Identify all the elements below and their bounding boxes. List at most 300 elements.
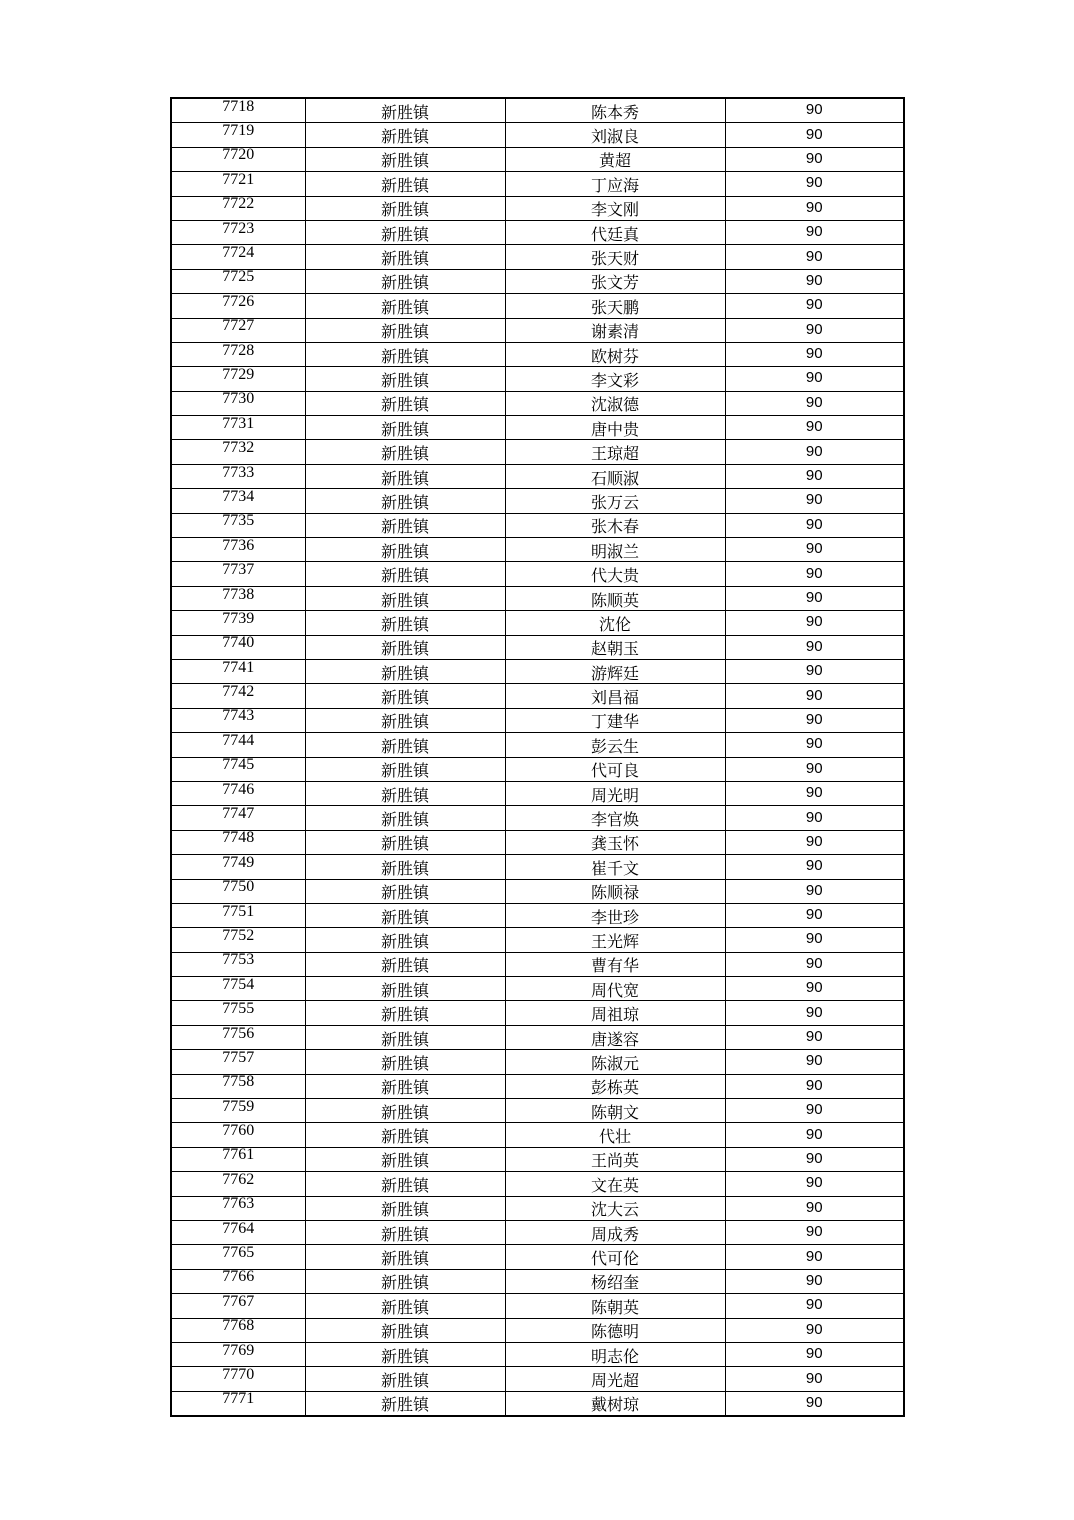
town-cell-text: 新胜镇 <box>380 980 429 1000</box>
person-name-cell-text: 陈淑元 <box>590 1053 639 1073</box>
person-name-cell-text: 周成秀 <box>590 1224 639 1244</box>
score-cell <box>725 220 904 244</box>
score-cell <box>725 1294 904 1318</box>
record-number-cell <box>171 1123 305 1147</box>
score-cell-text: 90 <box>805 149 823 167</box>
town-cell-text: 新胜镇 <box>380 1102 429 1122</box>
town-cell-text: 新胜镇 <box>380 663 429 683</box>
score-cell-text: 90 <box>805 345 823 363</box>
score-cell-text: 90 <box>805 589 823 606</box>
person-name-cell <box>505 903 725 927</box>
town-cell-text: 新胜镇 <box>380 1297 429 1317</box>
record-number-cell-text: 7749 <box>222 854 255 871</box>
score-cell-text: 90 <box>805 369 823 387</box>
town-cell <box>305 1050 505 1074</box>
town-cell-text: 新胜镇 <box>380 688 429 708</box>
score-cell-text: 90 <box>805 1125 823 1143</box>
person-name-cell-text: 张天财 <box>590 249 639 269</box>
person-name-cell <box>505 586 725 610</box>
person-name-cell <box>505 513 725 537</box>
record-number-cell-text: 7736 <box>222 537 255 554</box>
table-row <box>171 98 904 123</box>
score-cell-text: 90 <box>805 1223 823 1241</box>
table-row <box>171 659 904 683</box>
town-cell <box>305 1099 505 1123</box>
town-cell <box>305 489 505 513</box>
town-cell <box>305 342 505 366</box>
record-number-cell <box>171 635 305 659</box>
table-row <box>171 879 904 903</box>
town-cell-text: 新胜镇 <box>380 858 429 878</box>
town-cell <box>305 1147 505 1171</box>
record-number-cell-text: 7763 <box>222 1196 255 1213</box>
town-cell-text: 新胜镇 <box>380 1273 429 1293</box>
record-number-cell <box>171 1294 305 1318</box>
record-number-cell <box>171 1391 305 1416</box>
person-name-cell-text: 代可伦 <box>590 1249 639 1269</box>
score-cell-text: 90 <box>805 515 823 533</box>
table-row <box>171 123 904 147</box>
person-name-cell-text: 陈德明 <box>590 1322 639 1342</box>
table-row <box>171 635 904 659</box>
person-name-cell <box>505 464 725 488</box>
town-cell <box>305 538 505 562</box>
town-cell <box>305 1025 505 1049</box>
record-number-cell-text: 7752 <box>222 927 255 944</box>
table-row <box>171 977 904 1001</box>
table-row <box>171 1245 904 1269</box>
score-cell-text: 90 <box>805 808 823 826</box>
table-row <box>171 562 904 586</box>
person-name-cell-text: 戴树琼 <box>590 1395 639 1415</box>
person-name-cell <box>505 294 725 318</box>
record-number-cell <box>171 1342 305 1366</box>
score-cell <box>725 733 904 757</box>
town-cell-text: 新胜镇 <box>380 127 429 147</box>
record-number-cell <box>171 1147 305 1171</box>
person-name-cell-text: 代可良 <box>590 761 639 781</box>
person-name-cell-text: 王光辉 <box>590 931 639 951</box>
record-number-cell-text: 7740 <box>222 635 255 652</box>
score-cell <box>725 757 904 781</box>
table-row <box>171 416 904 440</box>
score-cell <box>725 294 904 318</box>
person-name-cell-text: 李世珍 <box>590 907 639 927</box>
score-cell-text: 90 <box>805 101 823 119</box>
person-name-cell <box>505 806 725 830</box>
person-name-cell-text: 刘昌福 <box>590 688 639 708</box>
score-cell-text: 90 <box>805 418 823 436</box>
person-name-cell <box>505 1050 725 1074</box>
person-name-cell <box>505 781 725 805</box>
person-name-cell-text: 沈伦 <box>598 614 631 634</box>
town-cell-text: 新胜镇 <box>380 1371 429 1390</box>
score-cell-text: 90 <box>805 223 823 241</box>
town-cell <box>305 1318 505 1342</box>
table-row <box>171 318 904 342</box>
score-cell-text: 90 <box>805 442 823 460</box>
record-number-cell-text: 7743 <box>222 708 255 725</box>
score-cell <box>725 1099 904 1123</box>
person-name-cell <box>505 830 725 854</box>
table-row <box>171 1147 904 1171</box>
table-row <box>171 1074 904 1098</box>
score-cell <box>725 1196 904 1220</box>
record-number-cell-text: 7762 <box>222 1171 255 1188</box>
score-cell <box>725 977 904 1001</box>
record-number-cell <box>171 1001 305 1025</box>
table-row <box>171 513 904 537</box>
score-cell <box>725 806 904 830</box>
table-row <box>171 172 904 196</box>
record-number-cell-text: 7748 <box>222 830 255 847</box>
score-cell-text: 90 <box>805 1247 823 1265</box>
score-cell-text: 90 <box>805 1076 823 1094</box>
table-row <box>171 1172 904 1196</box>
table-row <box>171 1342 904 1366</box>
town-cell-text: 新胜镇 <box>380 639 429 659</box>
record-number-cell <box>171 781 305 805</box>
town-cell-text: 新胜镇 <box>380 1346 429 1366</box>
table-row <box>171 806 904 830</box>
score-cell <box>725 586 904 610</box>
person-name-cell <box>505 318 725 342</box>
score-cell-text: 90 <box>805 491 823 509</box>
town-cell-text: 新胜镇 <box>380 1175 429 1195</box>
record-number-cell <box>171 1269 305 1293</box>
record-number-cell-text: 7720 <box>222 147 255 164</box>
score-cell <box>725 123 904 147</box>
person-name-cell-text: 明淑兰 <box>590 541 639 561</box>
record-number-cell <box>171 1099 305 1123</box>
score-cell <box>725 342 904 366</box>
town-cell <box>305 855 505 879</box>
person-name-cell <box>505 1367 725 1391</box>
town-cell-text: 新胜镇 <box>380 444 429 464</box>
person-name-cell-text: 周代宽 <box>590 980 639 1000</box>
person-name-cell-text: 龚玉怀 <box>590 834 639 854</box>
town-cell-text: 新胜镇 <box>380 590 429 610</box>
town-cell-text: 新胜镇 <box>380 712 429 732</box>
town-cell-text: 新胜镇 <box>380 1053 429 1073</box>
score-cell-text: 90 <box>805 881 823 899</box>
person-name-cell <box>505 1074 725 1098</box>
record-number-cell-text: 7730 <box>222 391 255 408</box>
town-cell <box>305 513 505 537</box>
table-row <box>171 611 904 635</box>
record-number-cell <box>171 830 305 854</box>
score-cell-text: 90 <box>805 662 823 680</box>
record-number-cell <box>171 855 305 879</box>
score-cell-text: 90 <box>805 1271 823 1289</box>
table-row <box>171 391 904 415</box>
town-cell <box>305 1245 505 1269</box>
town-cell-text: 新胜镇 <box>380 200 429 220</box>
score-cell <box>725 1074 904 1098</box>
person-name-cell-text: 唐遂容 <box>590 1029 639 1049</box>
record-number-cell-text: 7724 <box>222 244 255 262</box>
score-cell-text: 90 <box>805 564 823 582</box>
town-cell-text: 新胜镇 <box>380 468 429 488</box>
record-number-cell <box>171 708 305 732</box>
person-name-cell <box>505 1245 725 1269</box>
person-name-cell <box>505 220 725 244</box>
person-name-cell-text: 文在英 <box>590 1175 639 1195</box>
town-cell <box>305 806 505 830</box>
table-row <box>171 903 904 927</box>
town-cell <box>305 416 505 440</box>
table-row <box>171 245 904 269</box>
table-row <box>171 1001 904 1025</box>
person-name-cell-text: 彭云生 <box>590 736 639 756</box>
town-cell <box>305 1123 505 1147</box>
town-cell-text: 新胜镇 <box>380 1078 429 1098</box>
score-cell-text: 90 <box>805 1003 823 1021</box>
record-number-cell <box>171 98 305 123</box>
person-name-cell <box>505 367 725 391</box>
person-name-cell-text: 丁建华 <box>590 712 639 732</box>
town-cell-text: 新胜镇 <box>380 566 429 586</box>
person-name-cell-text: 陈朝英 <box>590 1297 639 1317</box>
score-cell-text: 90 <box>805 271 823 289</box>
score-cell <box>725 1050 904 1074</box>
record-number-cell-text: 7745 <box>222 757 255 774</box>
record-number-cell <box>171 611 305 635</box>
person-name-cell <box>505 1220 725 1244</box>
record-number-cell <box>171 440 305 464</box>
record-number-cell <box>171 562 305 586</box>
town-cell <box>305 903 505 927</box>
person-name-cell <box>505 879 725 903</box>
person-name-cell <box>505 1391 725 1416</box>
person-name-cell <box>505 1196 725 1220</box>
person-name-cell-text: 代廷真 <box>590 224 639 244</box>
person-name-cell <box>505 855 725 879</box>
score-cell-text: 90 <box>805 198 823 216</box>
record-number-cell-text: 7761 <box>222 1147 255 1164</box>
table-row <box>171 1123 904 1147</box>
person-name-cell-text: 赵朝玉 <box>590 639 639 659</box>
record-number-cell <box>171 196 305 220</box>
table-row <box>171 1294 904 1318</box>
record-number-cell <box>171 464 305 488</box>
score-cell <box>725 1245 904 1269</box>
record-number-cell <box>171 1245 305 1269</box>
table-row <box>171 708 904 732</box>
table-row <box>171 952 904 976</box>
score-cell-text: 90 <box>805 1345 823 1363</box>
score-cell-text: 90 <box>805 1149 823 1167</box>
town-cell-text: 新胜镇 <box>380 346 429 366</box>
table-row <box>171 1196 904 1220</box>
person-name-cell-text: 石顺淑 <box>590 468 639 488</box>
person-name-cell <box>505 440 725 464</box>
score-cell-text: 90 <box>805 296 823 314</box>
person-name-cell-text: 陈朝文 <box>590 1102 639 1122</box>
score-cell <box>725 269 904 293</box>
record-number-cell-text: 7758 <box>222 1074 255 1091</box>
person-name-cell <box>505 1172 725 1196</box>
town-cell-text: 新胜镇 <box>380 419 429 439</box>
record-number-cell-text: 7755 <box>222 1000 255 1018</box>
record-number-cell <box>171 1367 305 1391</box>
town-cell <box>305 659 505 683</box>
town-cell <box>305 635 505 659</box>
town-cell-text: 新胜镇 <box>380 517 429 537</box>
person-name-cell-text: 张万云 <box>590 492 639 512</box>
town-cell <box>305 1172 505 1196</box>
record-number-cell <box>171 1172 305 1196</box>
score-cell-text: 90 <box>805 1101 823 1119</box>
town-cell <box>305 708 505 732</box>
person-name-cell-text: 陈本秀 <box>590 102 639 122</box>
score-cell-text: 90 <box>805 906 823 924</box>
town-cell-text: 新胜镇 <box>380 1029 429 1049</box>
town-cell <box>305 977 505 1001</box>
town-cell <box>305 952 505 976</box>
person-name-cell <box>505 1147 725 1171</box>
score-cell <box>725 416 904 440</box>
person-name-cell <box>505 147 725 171</box>
score-cell-text: 90 <box>805 393 823 411</box>
person-name-cell-text: 张木春 <box>590 517 639 537</box>
town-cell-text: 新胜镇 <box>380 102 429 122</box>
score-cell <box>725 245 904 269</box>
record-number-cell-text: 7735 <box>222 513 255 530</box>
town-cell <box>305 781 505 805</box>
town-cell-text: 新胜镇 <box>380 614 429 634</box>
person-name-cell <box>505 196 725 220</box>
score-cell-text: 90 <box>805 320 823 338</box>
record-number-cell <box>171 294 305 318</box>
score-cell-text: 90 <box>805 735 823 753</box>
record-number-cell-text: 7719 <box>222 122 255 140</box>
score-cell <box>725 318 904 342</box>
score-cell <box>725 708 904 732</box>
person-name-cell-text: 李文彩 <box>590 370 639 390</box>
score-cell-text: 90 <box>805 710 823 728</box>
score-cell <box>725 1342 904 1366</box>
record-number-cell <box>171 879 305 903</box>
score-cell-text: 90 <box>805 637 823 655</box>
table-row <box>171 1220 904 1244</box>
score-cell-text: 90 <box>805 467 823 485</box>
score-cell <box>725 830 904 854</box>
town-cell-text: 新胜镇 <box>380 395 429 415</box>
score-cell <box>725 1025 904 1049</box>
score-cell-text: 90 <box>805 686 823 704</box>
record-number-cell-text: 7722 <box>222 196 255 213</box>
town-cell <box>305 391 505 415</box>
table-row <box>171 269 904 293</box>
score-cell <box>725 538 904 562</box>
person-name-cell <box>505 611 725 635</box>
record-number-cell-text: 7757 <box>222 1049 255 1066</box>
record-number-cell <box>171 416 305 440</box>
record-number-cell-text: 7751 <box>222 903 255 920</box>
score-cell <box>725 684 904 708</box>
person-name-cell <box>505 245 725 269</box>
record-number-cell <box>171 489 305 513</box>
score-cell <box>725 1318 904 1342</box>
score-cell-text: 90 <box>805 759 823 777</box>
score-cell-text: 90 <box>805 540 823 558</box>
record-number-cell <box>171 123 305 147</box>
town-cell <box>305 196 505 220</box>
score-cell-text: 90 <box>805 247 823 265</box>
person-name-cell <box>505 708 725 732</box>
person-name-cell <box>505 391 725 415</box>
town-cell-text: 新胜镇 <box>380 883 429 903</box>
person-name-cell <box>505 1318 725 1342</box>
score-cell-text: 90 <box>805 1028 823 1046</box>
town-cell <box>305 440 505 464</box>
score-cell <box>725 1123 904 1147</box>
record-number-cell-text: 7760 <box>222 1122 255 1140</box>
score-cell-text: 90 <box>805 1320 823 1338</box>
record-number-cell <box>171 342 305 366</box>
table-row <box>171 1025 904 1049</box>
town-cell <box>305 562 505 586</box>
score-cell <box>725 781 904 805</box>
score-cell-text: 90 <box>805 930 823 948</box>
score-cell <box>725 659 904 683</box>
score-cell <box>725 489 904 513</box>
person-name-cell-text: 陈顺英 <box>590 590 639 610</box>
person-name-cell-text: 欧树芬 <box>590 346 639 366</box>
score-cell <box>725 172 904 196</box>
town-cell-text: 新胜镇 <box>380 1395 429 1415</box>
table-row <box>171 855 904 879</box>
table-row <box>171 342 904 366</box>
person-name-cell-text: 张文芳 <box>590 273 639 293</box>
record-number-cell-text: 7725 <box>222 269 255 286</box>
record-number-cell-text: 7769 <box>222 1342 255 1359</box>
record-number-cell-text: 7734 <box>222 488 255 505</box>
town-cell <box>305 1294 505 1318</box>
score-cell <box>725 1367 904 1391</box>
person-name-cell <box>505 977 725 1001</box>
record-number-cell-text: 7732 <box>222 439 255 457</box>
person-name-cell-text: 丁应海 <box>590 175 639 195</box>
record-number-cell-text: 7733 <box>222 464 255 481</box>
town-cell-text: 新胜镇 <box>380 492 429 512</box>
table-row <box>171 1099 904 1123</box>
record-number-cell-text: 7718 <box>222 98 255 115</box>
score-cell-text: 90 <box>805 1174 823 1192</box>
score-cell <box>725 855 904 879</box>
score-cell-text: 90 <box>805 979 823 997</box>
town-cell <box>305 757 505 781</box>
person-name-cell <box>505 733 725 757</box>
score-cell <box>725 562 904 586</box>
town-cell <box>305 1001 505 1025</box>
record-number-cell-text: 7739 <box>222 610 255 627</box>
town-cell-text: 新胜镇 <box>380 1200 429 1220</box>
person-name-cell-text: 谢素清 <box>590 322 639 342</box>
town-cell-text: 新胜镇 <box>380 224 429 244</box>
record-number-cell-text: 7738 <box>222 586 255 603</box>
person-name-cell <box>505 489 725 513</box>
table-row <box>171 684 904 708</box>
town-cell <box>305 294 505 318</box>
table-row <box>171 1367 904 1391</box>
score-cell <box>725 611 904 635</box>
town-cell-text: 新胜镇 <box>380 1224 429 1244</box>
record-number-cell-text: 7741 <box>222 659 255 676</box>
town-cell-text: 新胜镇 <box>380 370 429 390</box>
score-cell <box>725 952 904 976</box>
